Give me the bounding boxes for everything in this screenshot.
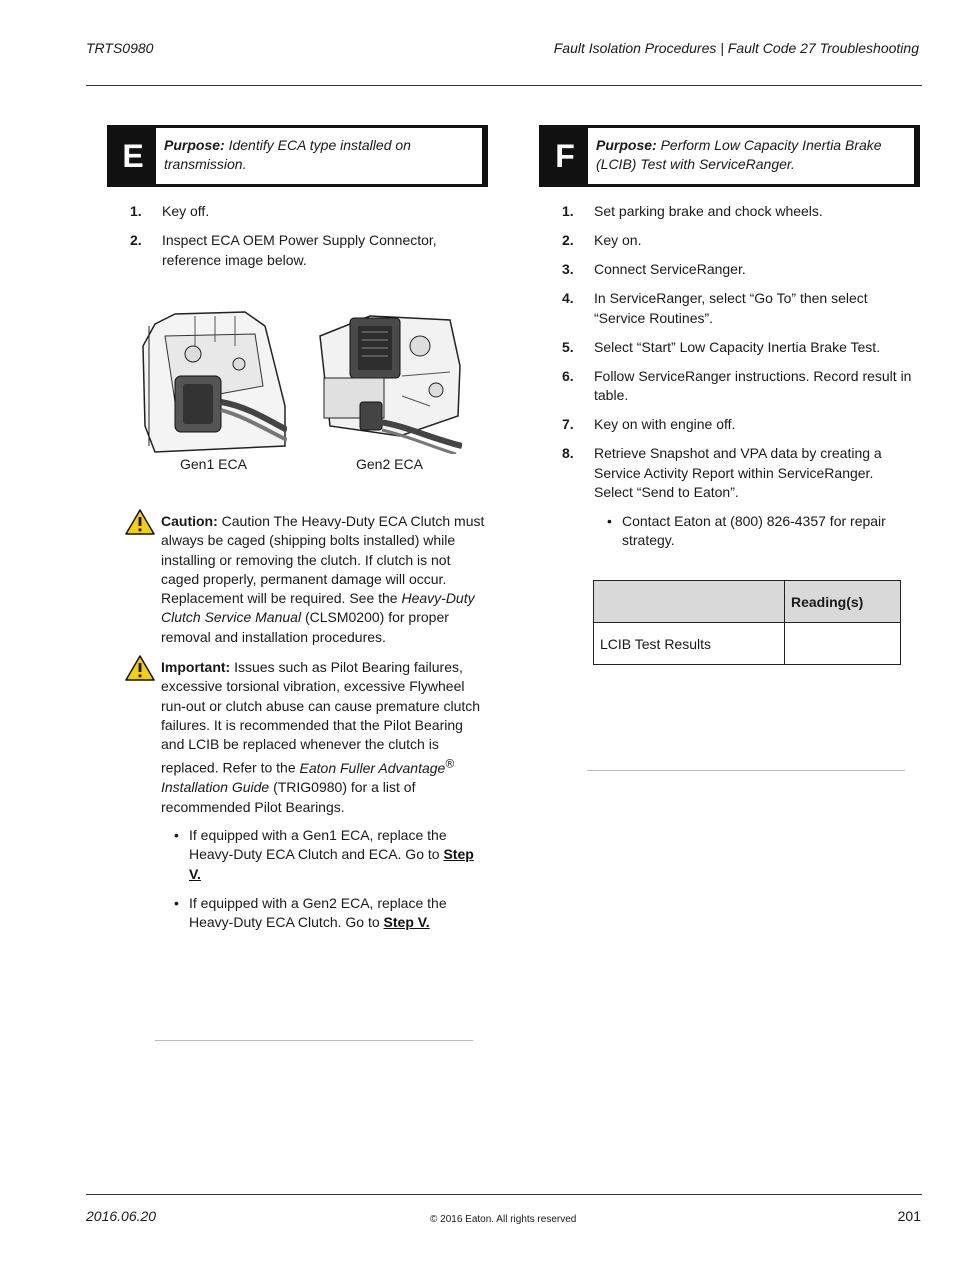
gen1-eca-caption: Gen1 ECA	[180, 456, 247, 472]
purpose-label: Purpose:	[164, 137, 225, 153]
footer-copyright: © 2016 Eaton. All rights reserved	[430, 1214, 577, 1225]
guide-title: Eaton Fuller Advantage® Installation Guide	[161, 757, 454, 796]
list-item: 4. In ServiceRanger, select “Go To” then select “Service Routines”.	[562, 290, 868, 326]
step-e-list	[130, 202, 450, 280]
purpose-text: Identify ECA type installed on transmission.	[164, 137, 411, 172]
list-item: 2. Key on.	[562, 232, 642, 248]
purpose-label: Purpose:	[596, 137, 657, 153]
list-item: 2. Inspect ECA OEM Power Supply Connector, reference image below.	[130, 232, 437, 268]
warning-icon	[125, 655, 155, 681]
table-header-readings: Reading(s)	[785, 581, 901, 623]
list-item: • Contact Eaton at (800) 826-4357 for repair strategy.	[607, 512, 886, 548]
column-end-divider	[155, 1040, 473, 1041]
column-end-divider	[587, 770, 905, 771]
step-e-purpose	[156, 128, 485, 184]
document-code: TRTS0980	[86, 40, 154, 56]
header-divider	[86, 85, 922, 86]
table-row-label: LCIB Test Results	[594, 623, 785, 665]
table-header-empty	[594, 581, 785, 623]
gen2-eca-image	[310, 306, 462, 454]
purpose-text: Perform Low Capacity Inertia Brake (LCIB) Test with ServiceRanger.	[596, 137, 882, 172]
step-e-purpose-box	[107, 125, 488, 187]
list-item: 7. Key on with engine off.	[562, 416, 736, 432]
table-row	[594, 623, 901, 665]
footer-date: 2016.06.20	[86, 1208, 157, 1224]
step-v-link[interactable]: Step V.	[189, 846, 474, 882]
step-e-letter: E	[110, 128, 156, 184]
important-label: Important:	[161, 659, 231, 675]
section-title: Fault Isolation Procedures | Fault Code 27 Troubleshooting	[553, 40, 919, 56]
list-item: 6. Follow ServiceRanger instructions. Record result in table.	[562, 367, 912, 403]
step-v-link[interactable]: Step V.	[383, 914, 430, 931]
list-item: 3. Connect ServiceRanger.	[562, 261, 746, 277]
important-note: Important: Issues such as Pilot Bearing failures, excessive torsional vibration, excessive Flywheel run-out or clutch abuse can cause premature clutch failures. It is recommended that the Pilot Bearing and LCIB be replaced whenever the clutch is replaced. Refer to the Eaton Fuller Advantage® Installation Guide (TRIG0980) for a list of recommended Pilot Bearings. • If equipped with a Gen1 ECA, replace the Heavy-Duty ECA Clutch and ECA. Go to Step V. • If equipped with a Gen2 ECA, replace the Heavy-Duty ECA Clutch. Go to Step V.	[161, 658, 486, 943]
lcib-results-table	[593, 580, 901, 665]
footer-divider	[86, 1194, 922, 1195]
list-item: • If equipped with a Gen1 ECA, replace the Heavy-Duty ECA Clutch and ECA. Go to Step V.	[174, 827, 474, 882]
step-f-list	[562, 202, 914, 561]
caution-note: Caution: Caution The Heavy-Duty ECA Clutch must always be caged (shipping bolts installed) while installing or removing the clutch. If clutch is not caged properly, permanent damage will occur. Replacement will be required. See the Heavy-Duty Clutch Service Manual (CLSM0200) for proper removal and installation procedures.	[161, 512, 486, 647]
page-number: 201	[897, 1208, 921, 1224]
list-item: 8. Retrieve Snapshot and VPA data by creating a Service Activity Report within ServiceRanger. Select “Send to Eaton”. • Contact Eaton at (800) 826-4357 for repair strategy.	[562, 444, 914, 551]
manual-title: Heavy-Duty Clutch Service Manual	[161, 590, 475, 626]
step-f-purpose	[588, 128, 917, 184]
list-item: • If equipped with a Gen2 ECA, replace the Heavy-Duty ECA Clutch. Go to Step V.	[174, 894, 447, 931]
gen2-eca-caption: Gen2 ECA	[356, 456, 423, 472]
important-bullets	[161, 826, 486, 932]
step-f-purpose-box	[539, 125, 920, 187]
gen1-eca-image	[135, 306, 287, 454]
table-reading-cell[interactable]	[785, 623, 901, 665]
warning-icon	[125, 509, 155, 535]
list-item: 5. Select “Start” Low Capacity Inertia Brake Test.	[562, 338, 881, 355]
caution-label: Caution:	[161, 513, 218, 529]
step-f-letter: F	[542, 128, 588, 184]
list-item: 1. Set parking brake and chock wheels.	[562, 203, 823, 219]
list-item: 1. Key off.	[130, 203, 210, 219]
step-8-bullets	[594, 512, 914, 551]
